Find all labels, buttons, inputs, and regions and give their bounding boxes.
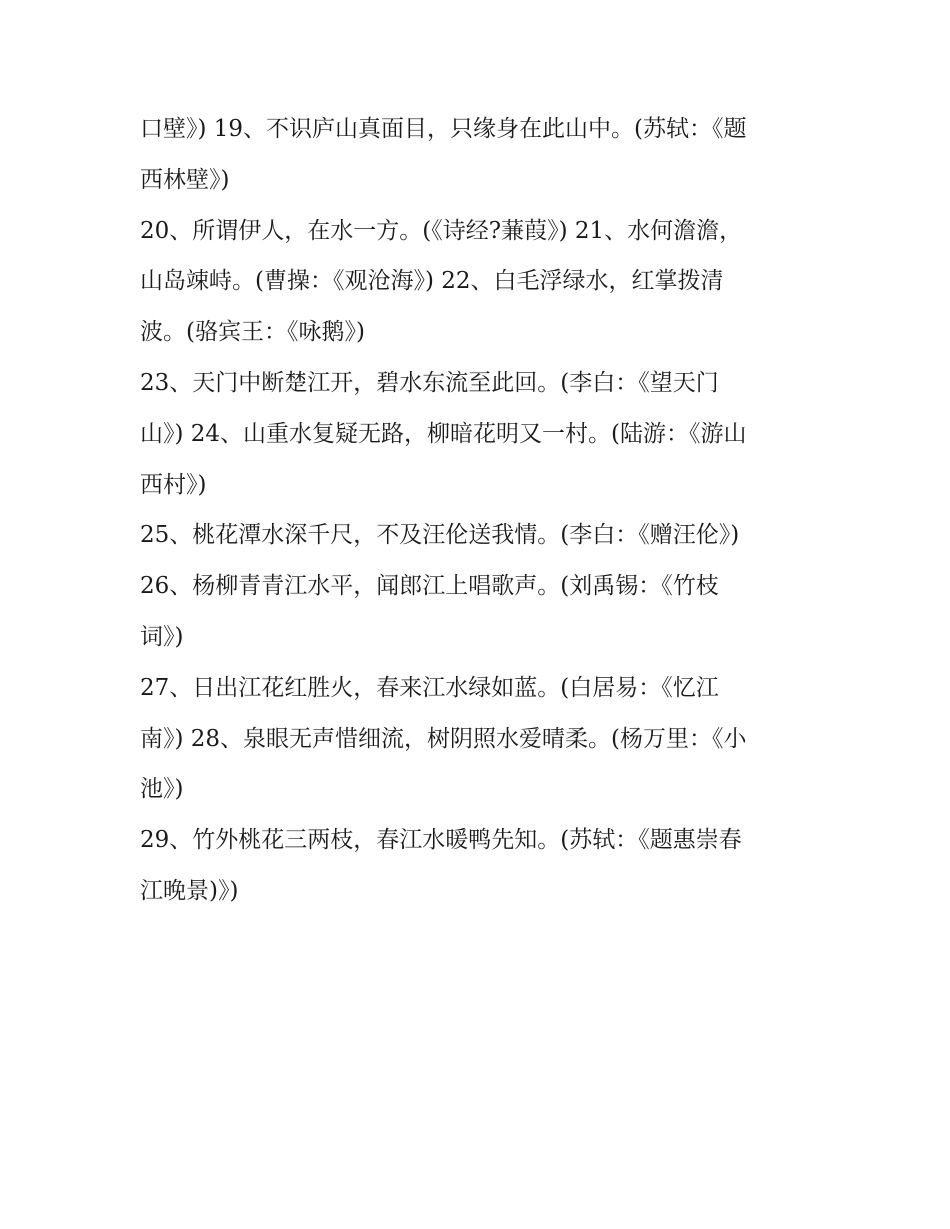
text-line: 29、竹外桃花三两枝，春江水暖鸭先知。(苏轼：《题惠崇春 xyxy=(140,827,742,854)
text-line: 23、天门中断楚江开，碧水东流至此回。(李白：《望天门 xyxy=(140,369,719,396)
text-line: 西林壁》) xyxy=(140,166,230,193)
text-line: 江晚景)》) xyxy=(140,877,239,904)
text-line: 26、杨柳青青江水平，闻郎江上唱歌声。(刘禹锡：《竹枝 xyxy=(140,573,719,600)
text-line: 25、桃花潭水深千尺，不及汪伦送我情。(李白：《赠汪伦》) xyxy=(140,522,740,549)
text-line: 山岛竦峙。(曹操：《观沧海》) 22、白毛浮绿水，红掌拨清 xyxy=(140,268,724,295)
text-line: 南》) 28、泉眼无声惜细流，树阴照水爱晴柔。(杨万里：《小 xyxy=(140,725,747,752)
text-line: 西村》) xyxy=(140,471,207,498)
text-line: 20、所谓伊人，在水一方。(《诗经?蒹葭》) 21、水何澹澹， xyxy=(140,217,743,244)
text-line: 口壁》) 19、不识庐山真面目，只缘身在此山中。(苏轼：《题 xyxy=(140,116,747,142)
text-line: 山》) 24、山重水复疑无路，柳暗花明又一村。(陆游：《游山 xyxy=(140,420,747,447)
text-line: 池》) xyxy=(140,776,184,803)
poem-list xyxy=(140,104,820,917)
text-line: 词》) xyxy=(140,623,184,650)
text-line: 27、日出江花红胜火，春来江水绿如蓝。(白居易：《忆江 xyxy=(140,674,719,701)
text-line: 波。(骆宾王：《咏鹅》) xyxy=(140,319,365,346)
